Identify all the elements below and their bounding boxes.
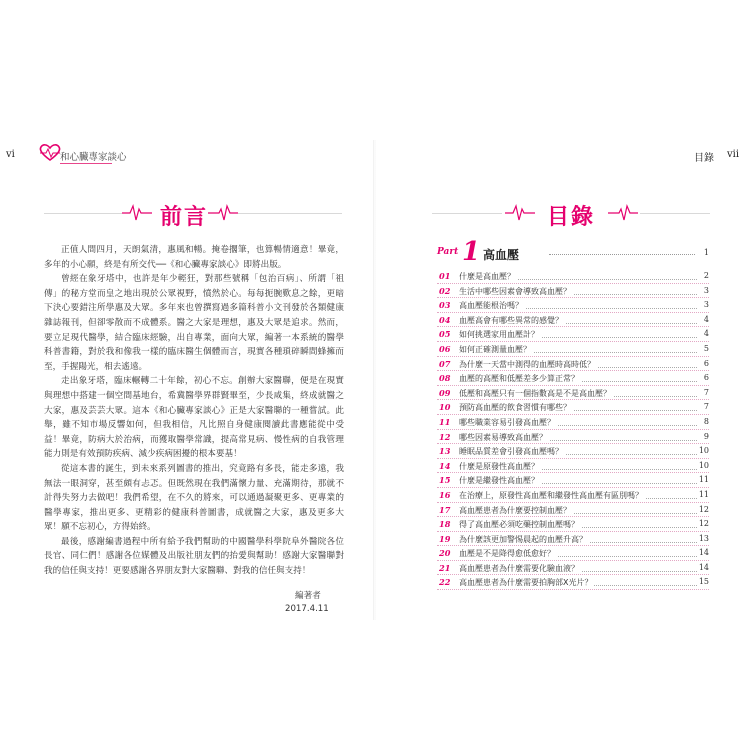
toc-entry-page: 4	[703, 329, 709, 339]
right-running-title: 目錄	[694, 153, 714, 164]
toc-entry-number: 06	[439, 343, 451, 354]
toc-title: 目錄	[547, 205, 596, 230]
toc-entry-title: 什麼是原發性高血壓？	[459, 461, 539, 471]
toc-entry[interactable]	[437, 561, 709, 576]
toc-entry-title: 高血壓患者為什麼要控制血壓？	[459, 505, 571, 515]
toc-entry[interactable]	[437, 575, 709, 590]
preface-body	[44, 243, 344, 579]
toc-entry-title: 睡眠品質差會引發高血壓嗎？	[459, 447, 563, 457]
toc-entry[interactable]	[437, 269, 709, 284]
toc-entry-number: 04	[439, 314, 451, 325]
toc-entry-page: 15	[698, 577, 709, 587]
toc-entry[interactable]	[437, 400, 709, 415]
toc-entry-number: 05	[439, 329, 451, 340]
toc-entry-title: 血壓是不是降得愈低愈好？	[459, 549, 555, 559]
toc-entry-number: 02	[439, 285, 451, 296]
toc-entry-title: 哪些職業容易引發高血壓？	[459, 417, 555, 427]
toc-entry[interactable]	[437, 371, 709, 386]
toc-entry[interactable]	[437, 386, 709, 401]
toc-entry-number: 16	[439, 489, 451, 500]
left-page-number: vi	[6, 149, 15, 160]
toc-entry-page: 6	[703, 373, 709, 383]
toc-entry[interactable]	[437, 357, 709, 372]
preface-paragraph: 最後，感謝編書過程中所有給予我們幫助的中國醫學科學院阜外醫院各位長官、同仁們！感謝各位媒體及出版社朋友們的抬愛與幫助！感謝大家醫聯對我的信任與支持！更要感謝各界朋友對大家醫聯、對我的信任與支持！	[44, 536, 344, 577]
toc-entry-page: 14	[698, 548, 709, 558]
toc-entry[interactable]	[437, 430, 709, 445]
toc-entry-number: 09	[439, 387, 451, 398]
toc-entry[interactable]	[437, 503, 709, 518]
toc-entry-title: 高血壓患者為什麼需要拍胸部X光片？	[459, 578, 593, 588]
part-page-number: 1	[703, 248, 709, 257]
title-rule-right	[640, 213, 710, 214]
toc-entry-number: 21	[439, 562, 451, 573]
toc-list	[437, 269, 709, 590]
toc-entry[interactable]	[437, 284, 709, 299]
heartbeat-icon	[208, 203, 238, 223]
preface-title: 前言	[160, 205, 209, 230]
toc-entry-page: 9	[703, 431, 709, 441]
toc-entry-title: 哪些因素易導致高血壓？	[459, 432, 547, 442]
toc-part-heading[interactable]	[437, 237, 709, 267]
toc-entry[interactable]	[437, 517, 709, 532]
toc-entry-title: 血壓高會有哪些異常的感覺？	[459, 315, 563, 325]
toc-entry[interactable]	[437, 415, 709, 430]
title-rule-left	[432, 213, 502, 214]
toc-entry-title: 低壓和高壓只有一個指數高是不是高血壓？	[459, 388, 611, 398]
toc-entry-page: 6	[703, 358, 709, 368]
toc-entry-title: 為什麼該更加警惕晨起的血壓升高？	[459, 534, 587, 544]
toc-entry-number: 03	[439, 300, 451, 311]
toc-entry-page: 2	[703, 271, 709, 280]
toc-entry-number: 20	[439, 548, 451, 559]
toc-entry-number: 12	[439, 431, 451, 442]
toc-entry-title: 高血壓能根治嗎？	[459, 301, 523, 311]
toc-entry-title: 生活中哪些因素會導致高血壓？	[459, 286, 571, 296]
toc-entry[interactable]	[437, 342, 709, 357]
toc-entry[interactable]	[437, 327, 709, 342]
toc-entry-title: 預防高血壓的飲食習慣有哪些？	[459, 403, 571, 413]
toc-entry-number: 18	[439, 519, 451, 530]
toc-entry-number: 07	[439, 358, 451, 369]
heartbeat-icon	[122, 203, 152, 223]
heartbeat-icon	[505, 203, 535, 223]
date: 2017.4.11	[285, 604, 329, 614]
part-number: 1	[462, 237, 481, 267]
right-page-number: vii	[727, 149, 740, 160]
title-rule-right	[238, 213, 342, 214]
toc-entry-title: 什麼是高血壓？	[459, 272, 515, 281]
toc-entry[interactable]	[437, 546, 709, 561]
toc-entry-page: 5	[703, 343, 709, 353]
toc-entry-title: 如何正確測量血壓？	[459, 344, 531, 354]
toc-entry-page: 8	[703, 416, 709, 426]
toc-entry-page: 7	[703, 387, 709, 397]
toc-entry-title: 為什麼一天當中測得的血壓時高時低？	[459, 359, 595, 369]
toc-entry-page: 11	[698, 475, 709, 485]
heart-logo-icon	[38, 142, 62, 162]
toc-entry-title: 高血壓患者為什麼需要化驗血液？	[459, 563, 579, 573]
preface-paragraph: 正值人間四月，天朗氣清，惠風和暢。掩卷擱筆，也算暢情適意！畢竟，多年的小心願，終是有所交代──《和心臟專家談心》即將出版。	[44, 245, 344, 270]
header-rule	[60, 163, 112, 164]
toc-entry[interactable]	[437, 532, 709, 547]
toc-entry-number: 17	[439, 504, 451, 515]
toc-entry[interactable]	[437, 444, 709, 459]
toc-entry-number: 11	[439, 416, 451, 427]
toc-entry-page: 4	[703, 314, 709, 324]
title-rule-left	[44, 213, 122, 214]
toc-entry-page: 12	[698, 519, 709, 529]
toc-entry-page: 12	[698, 504, 709, 514]
part-title: 高血壓	[483, 248, 520, 262]
toc-entry-title: 得了高血壓必須吃藥控制血壓嗎？	[459, 520, 579, 530]
toc-entry-number: 15	[439, 475, 451, 486]
toc-entry-page: 13	[698, 533, 709, 543]
toc-entry[interactable]	[437, 473, 709, 488]
toc-entry-page: 7	[703, 402, 709, 412]
left-running-title: 和心臟專家談心	[60, 152, 127, 163]
preface-paragraph: 曾經在象牙塔中，也許是年少輕狂，對那些號稱「包治百病」、所謂「祖傳」的秘方堂而皇之地出現於公眾視野，憤然於心。每每扼腕歎息之餘，更暗下決心要錯注所學惠及大眾。多年來也曾撰寫過多篇科普小文刊發於各類健康雜誌報刊，但卻零散而不成體系。醫之大家是理想，惠及大眾是追求。然而，要立足現代醫學，結合臨床經驗，出自專業，面向大眾，編著一本系統的醫學科普書籍，對於我和像我一樣的臨床醫生個體而言，現實各種瑣碎瞬間蜂擁而至，手握陽光，相去遙遠。	[44, 274, 344, 372]
toc-entry[interactable]	[437, 298, 709, 313]
toc-entry[interactable]	[437, 488, 709, 503]
toc-entry-number: 14	[439, 460, 451, 471]
preface-paragraph: 走出象牙塔，臨床輾轉二十年餘，初心不忘。創辦大家醫聯，便是在現實與理想中搭建一個空間基地台，希冀醫學界群賢畢至，少長咸集，終成就醫之大家，惠及芸芸大眾。這本《和心臟專家談心》正是大家醫聯的一種嘗試。此舉，雖不知市場反響如何，但我相信，凡比照自身健康閱讀此書應能從中受益！畢竟，防病大於治病，而獲取醫學常識，提高常見病、慢性病的自我管理能力則是有效預防疾病、減少疾病困擾的根本要基！	[44, 376, 344, 460]
toc-entry-page: 3	[703, 300, 709, 310]
left-page	[0, 0, 374, 750]
toc-entry-number: 19	[439, 533, 451, 544]
dot-leader	[549, 254, 695, 255]
toc-entry[interactable]	[437, 313, 709, 328]
toc-entry-number: 01	[439, 271, 451, 281]
toc-entry-title: 如何挑選家用血壓計？	[459, 330, 539, 340]
heartbeat-icon	[608, 203, 638, 223]
toc-entry-page: 11	[698, 489, 709, 499]
part-label: Part	[437, 247, 459, 257]
toc-entry-page: 10	[698, 460, 709, 470]
toc-entry-title: 血壓的高壓和低壓差多少算正常？	[459, 374, 579, 384]
toc-entry[interactable]	[437, 459, 709, 474]
toc-entry-number: 13	[439, 446, 451, 457]
toc-entry-number: 10	[439, 402, 451, 413]
toc-entry-number: 08	[439, 373, 451, 384]
toc-entry-title: 什麼是繼發性高血壓？	[459, 476, 539, 486]
preface-paragraph: 從這本書的誕生，到未來系列圖書的推出，究竟路有多長，能走多遠，我無法一眼洞穿，甚至頗有忐忑。但既然現在我們滿懷力量、充滿期待，那就不計得失努力去做吧！我們希望，在不久的將來，可以通過凝聚更多、更專業的醫學專家，推出更多、更精彩的健康科普圖書，成就醫之大家，惠及更多大眾！願不忘初心，方得始終。	[44, 463, 344, 533]
toc-entry-page: 14	[698, 562, 709, 572]
toc-entry-title: 在治療上，原發性高血壓和繼發性高血壓有區別嗎？	[459, 490, 643, 500]
toc-entry-page: 3	[703, 285, 709, 295]
signature: 編著者	[295, 591, 321, 601]
toc-entry-page: 10	[698, 446, 709, 456]
toc-entry-number: 22	[439, 577, 451, 588]
